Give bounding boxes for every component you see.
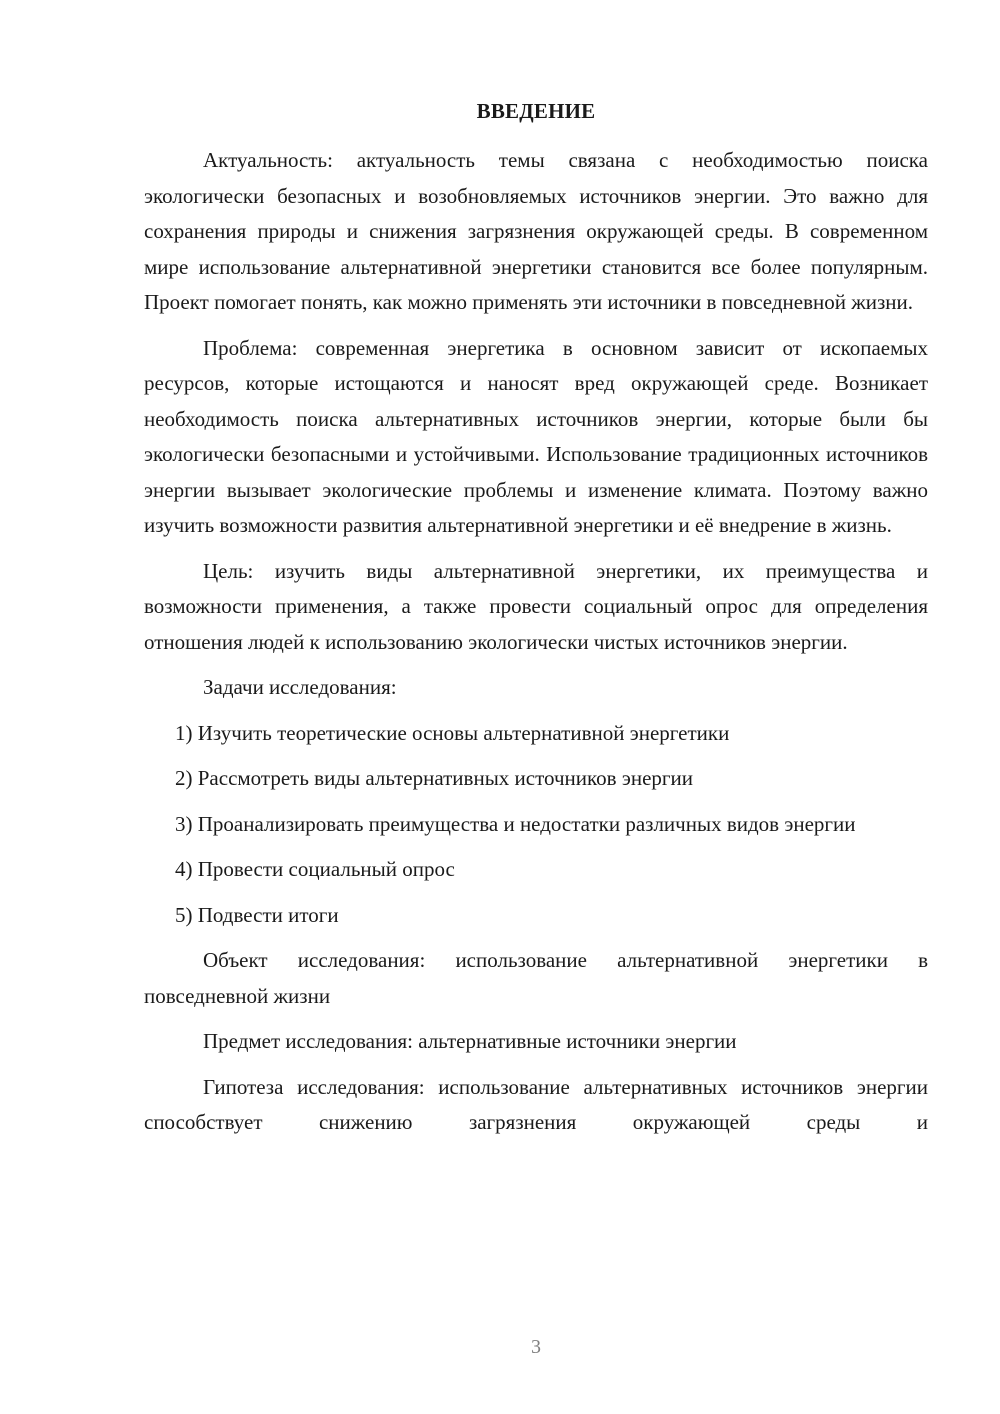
task-item-3: 3) Проанализировать преимущества и недостатки различных видов энергии [175, 811, 856, 836]
document-body [144, 143, 928, 1151]
hypothesis-paragraph: Гипотеза исследования: использование альтернативных источников энергии способствует снижению загрязнения окружающей среды и [144, 1074, 928, 1134]
object-paragraph: Объект исследования: использование альтернативной энергетики в повседневной жизни [144, 948, 928, 1008]
task-item-1: 1) Изучить теоретические основы альтернативной энергетики [175, 720, 730, 745]
subject-paragraph: Предмет исследования: альтернативные источники энергии [203, 1029, 737, 1053]
page-number: 3 [531, 1336, 541, 1358]
problem-paragraph: Проблема: современная энергетика в основном зависит от ископаемых ресурсов, которые истощаются и наносят вред окружающей среде. Возникает необходимость поиска альтернативных источников энергии, которые были бы экологически безопасными и устойчивыми. Использование традиционных источников энергии вызывает экологические проблемы и изменение климата. Поэтому важно изучить возможности развития альтернативной энергетики и её внедрение в жизнь. [144, 335, 928, 537]
task-item-2: 2) Рассмотреть виды альтернативных источников энергии [175, 766, 693, 790]
task-item-4: 4) Провести социальный опрос [175, 857, 455, 881]
tasks-heading: Задачи исследования: [203, 675, 397, 699]
page-title: ВВЕДЕНИЕ [476, 99, 596, 123]
relevance-paragraph: Актуальность: актуальность темы связана с необходимостью поиска экологически безопасных и возобновляемых источников энергии. Это важно для сохранения природы и снижения загрязнения окружающей среды. В современном мире использование альтернативной энергетики становится все более популярным. Проект помогает понять, как можно применять эти источники в повседневной жизни. [144, 148, 928, 314]
goal-paragraph: Цель: изучить виды альтернативной энергетики, их преимущества и возможности применения, а также провести социальный опрос для определения отношения людей к использованию экологически чистых источников энергии. [144, 558, 928, 654]
task-item-5: 5) Подвести итоги [175, 902, 339, 927]
